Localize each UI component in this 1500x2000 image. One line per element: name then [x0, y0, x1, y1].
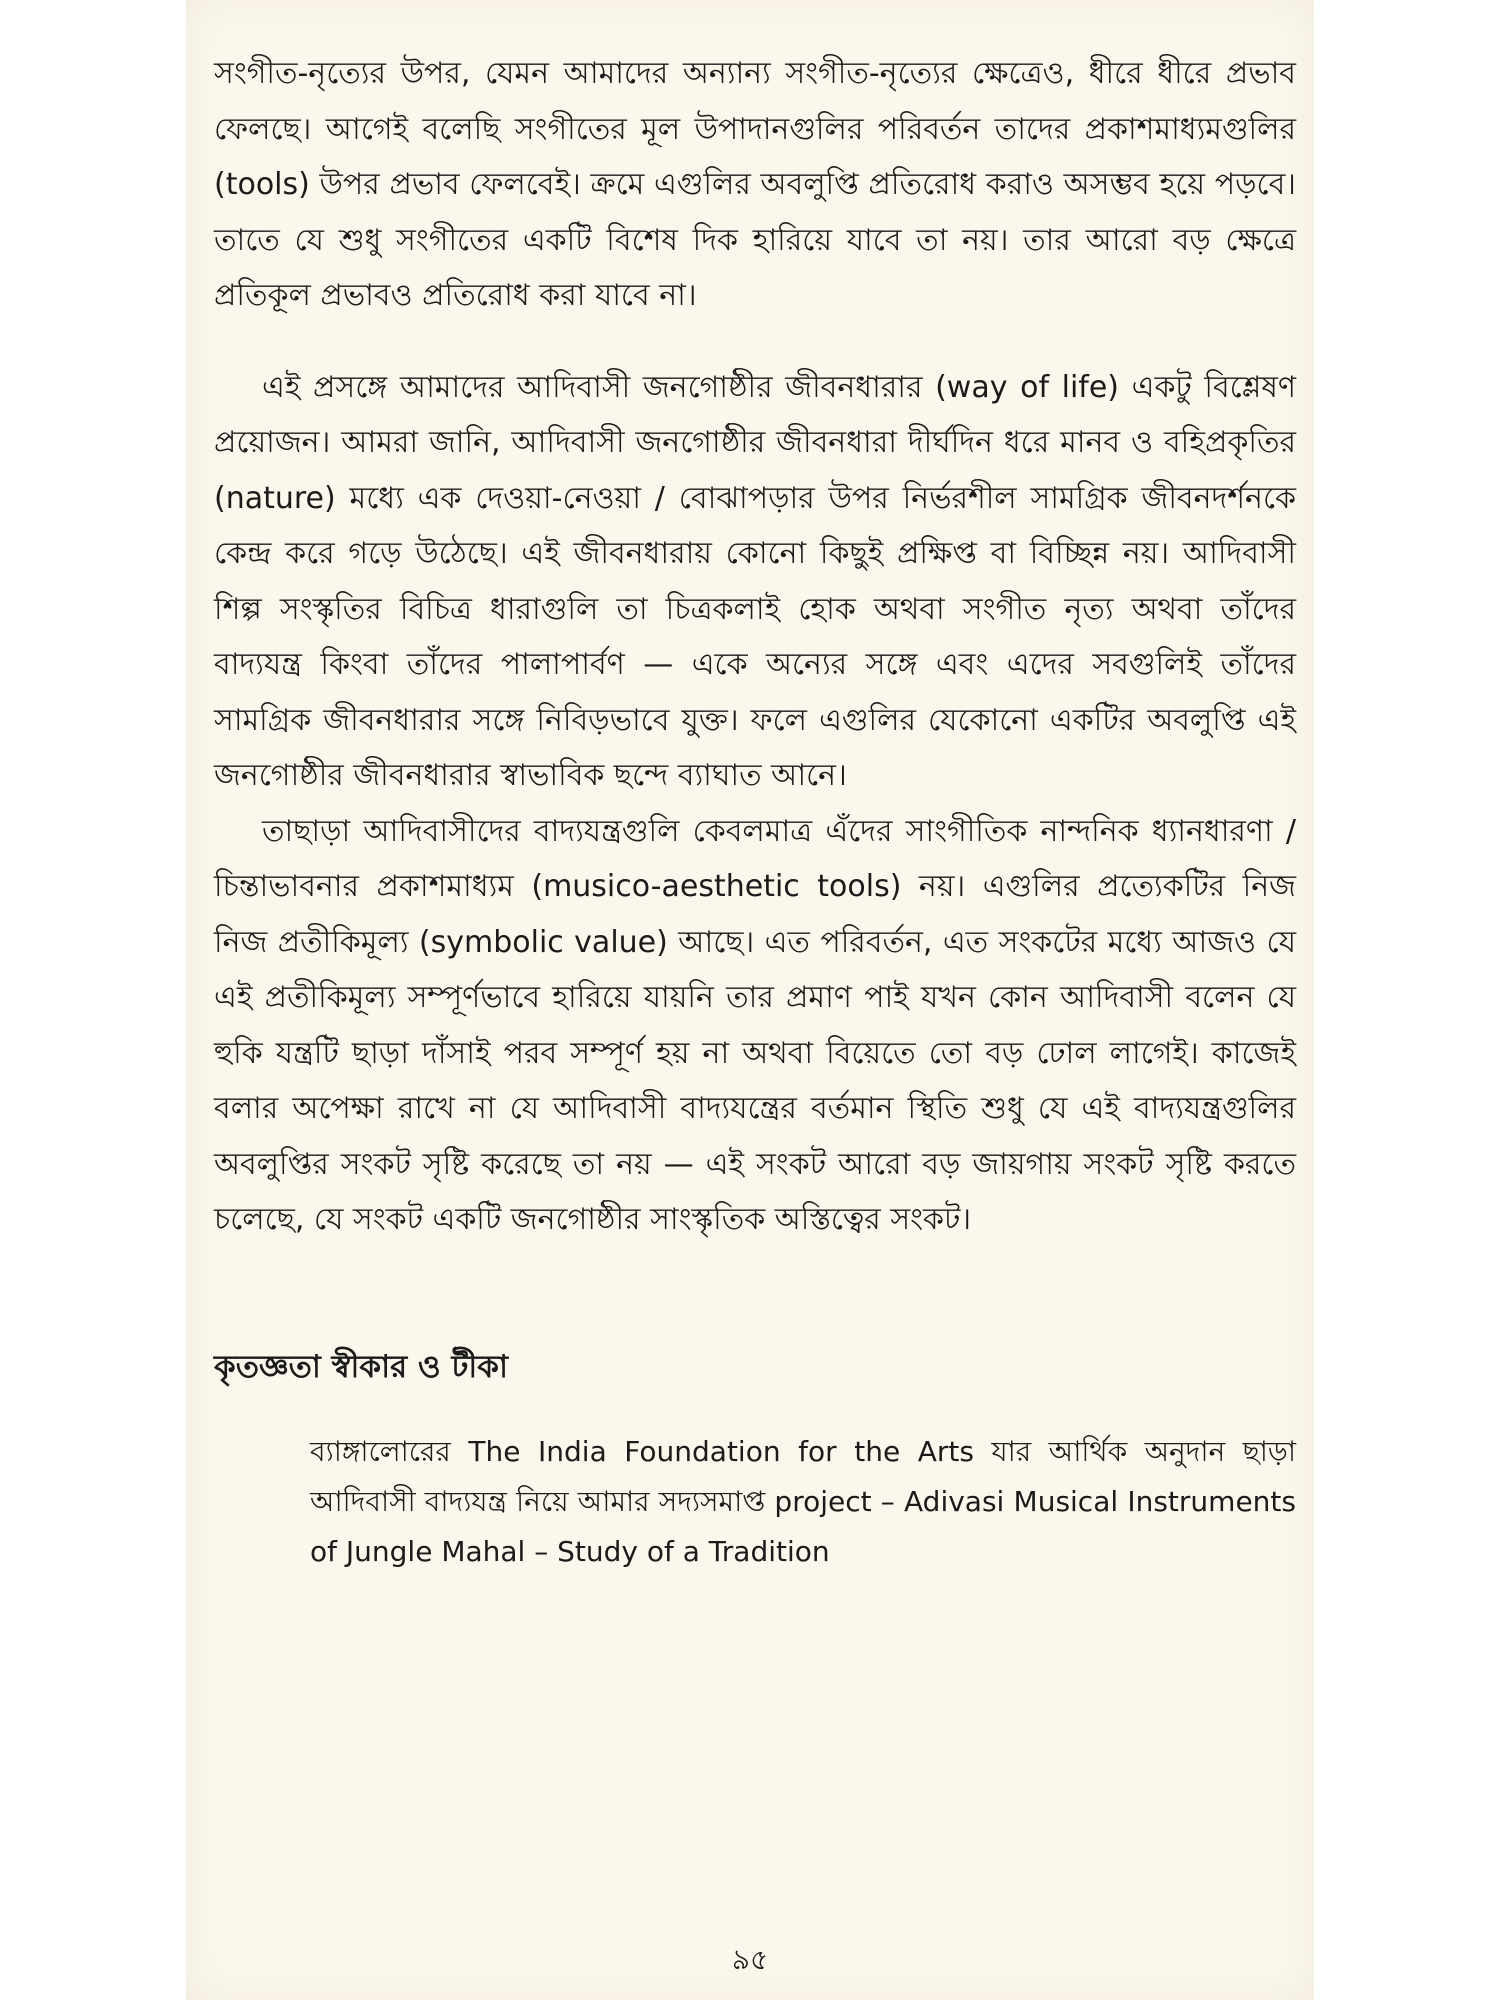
book-page — [186, 0, 1314, 2000]
page-number: ৯৫ — [731, 1943, 769, 1976]
paragraph-3: তাছাড়া আদিবাসীদের বাদ্যযন্ত্রগুলি কেবলমাত্র এঁদের সাংগীতিক নান্দনিক ধ্যানধারণা / চিন্তাভাবনার প্রকাশমাধ্যম (musico-aesthetic tools) নয়। এগুলির প্রত্যেকটির নিজ নিজ প্রতীকিমূল্য (symbolic value) আছে। এত পরিবর্তন, এত সংকটের মধ্যে আজও যে এই প্রতীকিমূল্য সম্পূর্ণভাবে হারিয়ে যায়নি তার প্রমাণ পাই যখন কোন আদিবাসী বলেন যে হুকি যন্ত্রটি ছাড়া দাঁসাই পরব সম্পূর্ণ হয় না অথবা বিয়েতে তো বড় ঢোল লাগেই। কাজেই বলার অপেক্ষা রাখে না যে আদিবাসী বাদ্যযন্ত্রের বর্তমান স্থিতি শুধু যে এই বাদ্যযন্ত্রগুলির অবলুপ্তির সংকট সৃষ্টি করেছে তা নয় — এই সংকট আরো বড় জায়গায় সংকট সৃষ্টি করতে চলেছে, যে সংকট একটি জনগোষ্ঠীর সাংস্কৃতিক অস্তিত্বের সংকট। — [214, 813, 1296, 1237]
body-text — [214, 46, 1296, 1577]
section-heading: কৃতজ্ঞতা স্বীকার ও টীকা — [214, 1348, 508, 1385]
acknowledgement-text: ব্যাঙ্গালোরের The India Foundation for the Arts যার আর্থিক অনুদান ছাড়া আদিবাসী বাদ্যযন্ত্র নিয়ে আমার সদ্যসমাপ্ত project – Adivasi Musical Instruments of Jungle Mahal – Study of a Tradition — [310, 1435, 1296, 1568]
paragraph-2: এই প্রসঙ্গে আমাদের আদিবাসী জনগোষ্ঠীর জীবনধারার (way of life) একটু বিশ্লেষণ প্রয়োজন। আমরা জানি, আদিবাসী জনগোষ্ঠীর জীবনধারা দীর্ঘদিন ধরে মানব ও বহিপ্রকৃতির (nature) মধ্যে এক দেওয়া-নেওয়া / বোঝাপড়ার উপর নির্ভরশীল সামগ্রিক জীবনদর্শনকে কেন্দ্র করে গড়ে উঠেছে। এই জীবনধারায় কোনো কিছুই প্রক্ষিপ্ত বা বিচ্ছিন্ন নয়। আদিবাসী শিল্প সংস্কৃতির বিচিত্র ধারাগুলি তা চিত্রকলাই হোক অথবা সংগীত নৃত্য অথবা তাঁদের বাদ্যযন্ত্র কিংবা তাঁদের পালাপার্বণ — একে অন্যের সঙ্গে এবং এদের সবগুলিই তাঁদের সামগ্রিক জীবনধারার সঙ্গে নিবিড়ভাবে যুক্ত। ফলে এগুলির যেকোনো একটির অবলুপ্তি এই জনগোষ্ঠীর জীবনধারার স্বাভাবিক ছন্দে ব্যাঘাত আনে। — [214, 369, 1296, 793]
paragraph-1: সংগীত-নৃত্যের উপর, যেমন আমাদের অন্যান্য সংগীত-নৃত্যের ক্ষেত্রেও, ধীরে ধীরে প্রভাব ফেলছে। আগেই বলেছি সংগীতের মূল উপাদানগুলির পরিবর্তন তাদের প্রকাশমাধ্যমগুলির (tools) উপর প্রভাব ফেলবেই। ক্রমে এগুলির অবলুপ্তি প্রতিরোধ করাও অসম্ভব হয়ে পড়বে। তাতে যে শুধু সংগীতের একটি বিশেষ দিক হারিয়ে যাবে তা নয়। তার আরো বড় ক্ষেত্রে প্রতিকূল প্রভাবও প্রতিরোধ করা যাবে না। — [214, 56, 1296, 313]
